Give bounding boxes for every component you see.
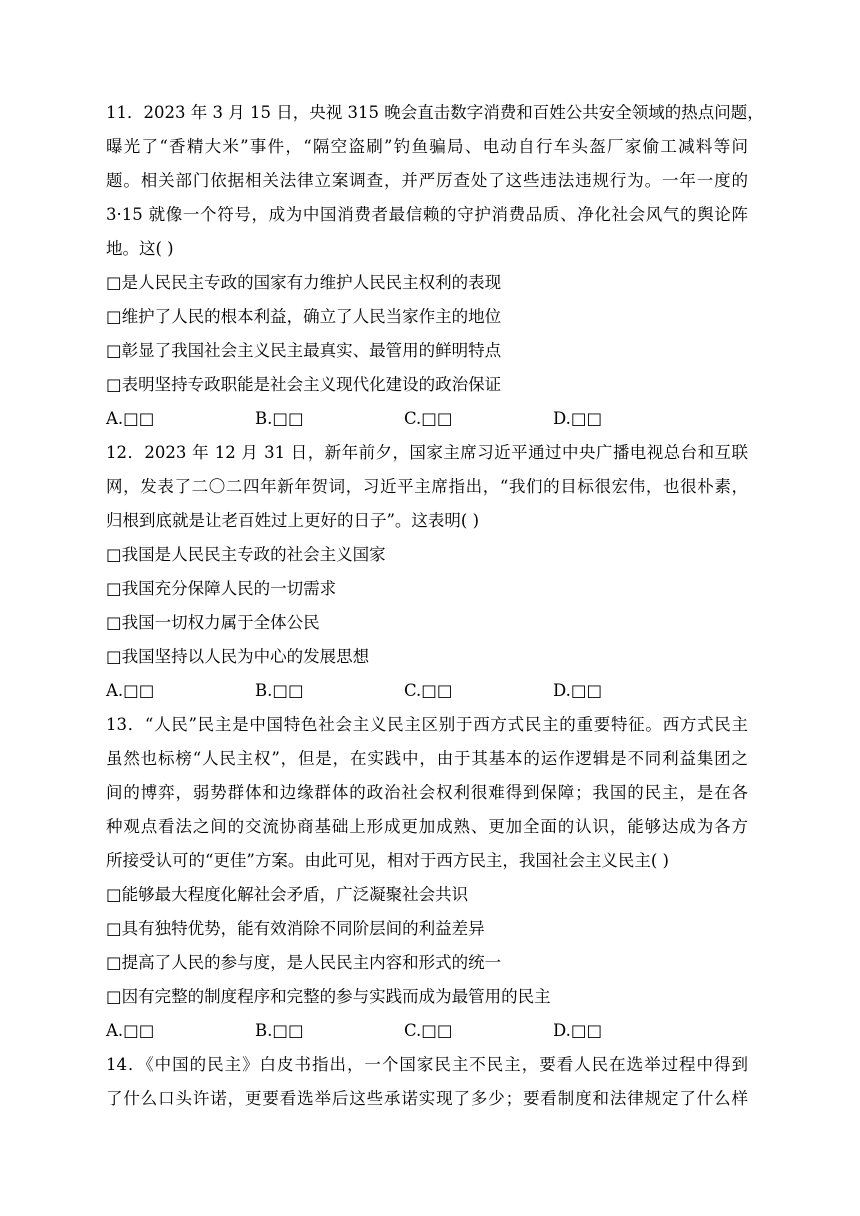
answer-choice-b: B.□□ xyxy=(255,409,304,428)
question-11-option-4: □表明坚持专政职能是社会主义现代化建设的政治保证 xyxy=(106,375,502,394)
question-11-option-3: □彰显了我国社会主义民主最真实、最管用的鲜明特点 xyxy=(106,341,502,360)
question-11-option-1: □是人民民主专政的国家有力维护人民民主权利的表现 xyxy=(106,273,502,292)
answer-choice-c: C.□□ xyxy=(404,1021,453,1040)
question-11-answer-choices xyxy=(106,402,748,436)
question-13-stem-line-5: 所接受认可的“更佳”方案。由此可见，相对于西方民主，我国社会主义民主( ) xyxy=(106,851,669,870)
question-12-option-3: □我国一切权力属于全体公民 xyxy=(106,613,320,632)
question-sheet xyxy=(106,96,764,1116)
question-11-stem-line-1: 11．2023 年 3 月 15 日，央视 315 晚会直击数字消费和百姓公共安全领域的热点问题， xyxy=(106,103,764,122)
question-14-stem-line-2: 了什么口头许诺，更要看选举后这些承诺实现了多少；要看制度和法律规定了什么样 xyxy=(106,1089,748,1108)
question-13-stem-line-2: 虽然也标榜“人民主权”，但是，在实践中，由于其基本的运作逻辑是不同利益集团之 xyxy=(106,749,748,768)
answer-choice-d: D.□□ xyxy=(553,409,603,428)
question-13-stem-line-3: 间的博弈，弱势群体和边缘群体的政治社会权利很难得到保障；我国的民主，是在各 xyxy=(106,783,748,802)
question-11-option-2: □维护了人民的根本利益，确立了人民当家作主的地位 xyxy=(106,307,502,326)
answer-choice-d: D.□□ xyxy=(553,681,603,700)
question-13-stem-line-1: 13．“人民”民主是中国特色社会主义民主区别于西方式民主的重要特征。西方式民主 xyxy=(106,715,748,734)
question-12-stem-line-2: 网，发表了二〇二四年新年贺词，习近平主席指出，“我们的目标很宏伟，也很朴素， xyxy=(106,477,748,496)
answer-choice-b: B.□□ xyxy=(255,1021,304,1040)
answer-choice-b: B.□□ xyxy=(255,681,304,700)
question-12-stem-line-1: 12．2023 年 12 月 31 日，新年前夕，国家主席习近平通过中央广播电视总台和互联 xyxy=(106,443,748,462)
answer-choice-a: A.□□ xyxy=(106,409,155,428)
question-14 xyxy=(106,1048,748,1116)
question-13-option-3: □提高了人民的参与度，是人民民主内容和形式的统一 xyxy=(106,953,502,972)
answer-choice-a: A.□□ xyxy=(106,681,155,700)
answer-choice-a: A.□□ xyxy=(106,1021,155,1040)
question-13-answer-choices xyxy=(106,1014,748,1048)
question-13 xyxy=(106,708,748,1048)
question-12-option-1: □我国是人民民主专政的社会主义国家 xyxy=(106,545,386,564)
question-12-stem-line-3: 归根到底就是让老百姓过上更好的日子”。这表明( ) xyxy=(106,511,480,530)
answer-choice-c: C.□□ xyxy=(404,409,453,428)
question-12-answer-choices xyxy=(106,674,748,708)
question-11-stem-line-2: 曝光了“香精大米”事件，“隔空盗刷”钓鱼骗局、电动自行车头盔厂家偷工减料等问 xyxy=(106,137,748,156)
question-11-stem-line-3: 题。相关部门依据相关法律立案调查，并严厉查处了这些违法违规行为。一年一度的 xyxy=(106,171,748,190)
question-13-option-1: □能够最大程度化解社会矛盾，广泛凝聚社会共识 xyxy=(106,885,469,904)
answer-choice-c: C.□□ xyxy=(404,681,453,700)
question-14-stem-line-1: 14．《中国的民主》白皮书指出，一个国家民主不民主，要看人民在选举过程中得到 xyxy=(106,1055,748,1074)
question-12 xyxy=(106,436,748,708)
question-11-stem-line-5: 地。这( ) xyxy=(106,239,174,258)
answer-choice-d: D.□□ xyxy=(553,1021,603,1040)
question-13-option-2: □具有独特优势，能有效消除不同阶层间的利益差异 xyxy=(106,919,485,938)
question-12-option-2: □我国充分保障人民的一切需求 xyxy=(106,579,337,598)
question-11-stem-line-4: 3·15 就像一个符号，成为中国消费者最信赖的守护消费品质、净化社会风气的舆论阵 xyxy=(106,205,748,224)
question-11 xyxy=(106,96,764,436)
question-13-option-4: □因有完整的制度程序和完整的参与实践而成为最管用的民主 xyxy=(106,987,551,1006)
question-13-stem-line-4: 种观点看法之间的交流协商基础上形成更加成熟、更加全面的认识，能够达成为各方 xyxy=(106,817,748,836)
question-12-option-4: □我国坚持以人民为中心的发展思想 xyxy=(106,647,370,666)
